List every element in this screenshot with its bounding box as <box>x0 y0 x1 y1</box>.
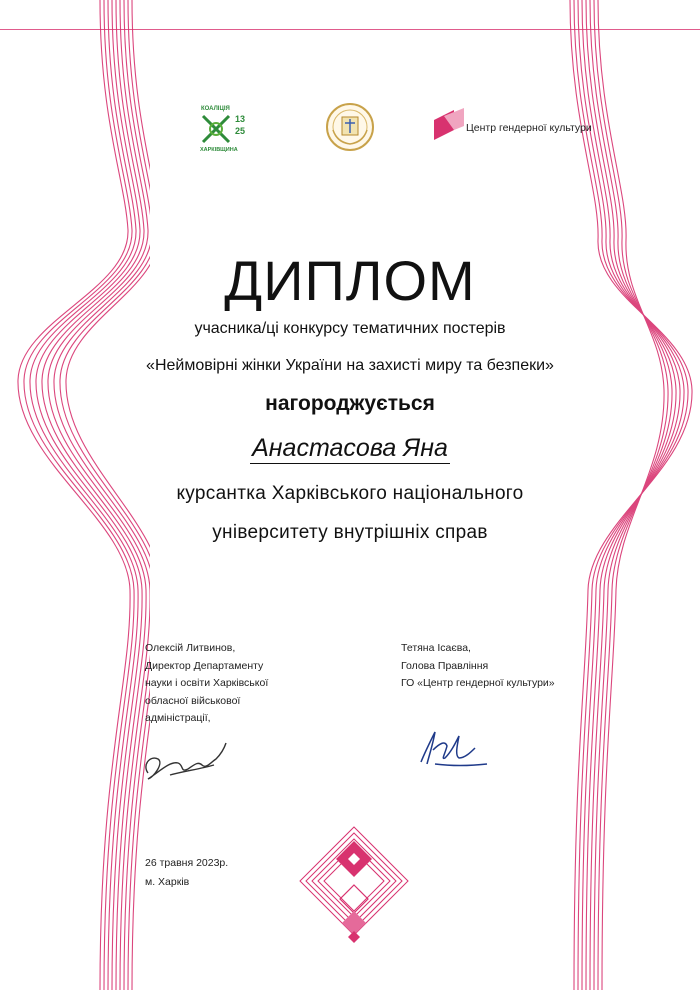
signatory-right-line: ГО «Центр гендерної культури» <box>401 677 555 689</box>
subtitle-line-1: учасника/ці конкурсу тематичних постерів <box>194 320 506 337</box>
regional-administration-seal <box>325 102 375 152</box>
subtitle-line-2: «Неймовірні жінки України на захисті миру та безпеки» <box>146 357 554 374</box>
right-signature <box>415 722 495 772</box>
svg-text:ХАРКІВЩИНА: ХАРКІВЩИНА <box>200 147 238 153</box>
signatory-right-line: Голова Правління <box>401 659 489 672</box>
signatory-left <box>145 640 345 728</box>
signatory-left-line: обласної військової <box>145 694 241 707</box>
svg-text:13: 13 <box>235 114 246 124</box>
recipient-name: Анастасова Яна <box>252 434 448 462</box>
diamond-ornament <box>298 825 410 950</box>
description-line-2: університету внутрішніх справ <box>212 522 488 543</box>
gender-culture-center-name: Центр гендерної культури <box>466 122 592 134</box>
logos-row <box>0 100 700 160</box>
signatory-right-line: Тетяна Ісаєва, <box>401 642 471 654</box>
signatory-right <box>401 640 601 693</box>
issue-place: м. Харків <box>145 876 190 888</box>
awarded-text: нагороджується <box>265 392 435 415</box>
left-signature <box>140 735 230 785</box>
signatory-left-line: науки і освіти Харківської <box>145 677 269 689</box>
issue-date: 26 травня 2023р. <box>145 857 229 869</box>
signatory-left-line: Олексій Литвинов, <box>145 642 236 654</box>
description-line-1: курсантка Харківського національного <box>176 483 524 504</box>
diploma-title: ДИПЛОМ <box>224 249 476 312</box>
signatory-left-line: Директор Департаменту <box>145 659 264 672</box>
coalition-1325-logo <box>197 102 249 154</box>
date-place-block <box>145 854 228 892</box>
signatory-left-line: адміністрації, <box>145 712 211 724</box>
gender-culture-center-logo <box>430 106 592 146</box>
svg-text:КОАЛІЦІЯ: КОАЛІЦІЯ <box>201 106 230 112</box>
gender-culture-center-icon <box>430 106 466 146</box>
svg-text:25: 25 <box>235 126 246 136</box>
recipient-name-wrapper <box>0 434 700 463</box>
